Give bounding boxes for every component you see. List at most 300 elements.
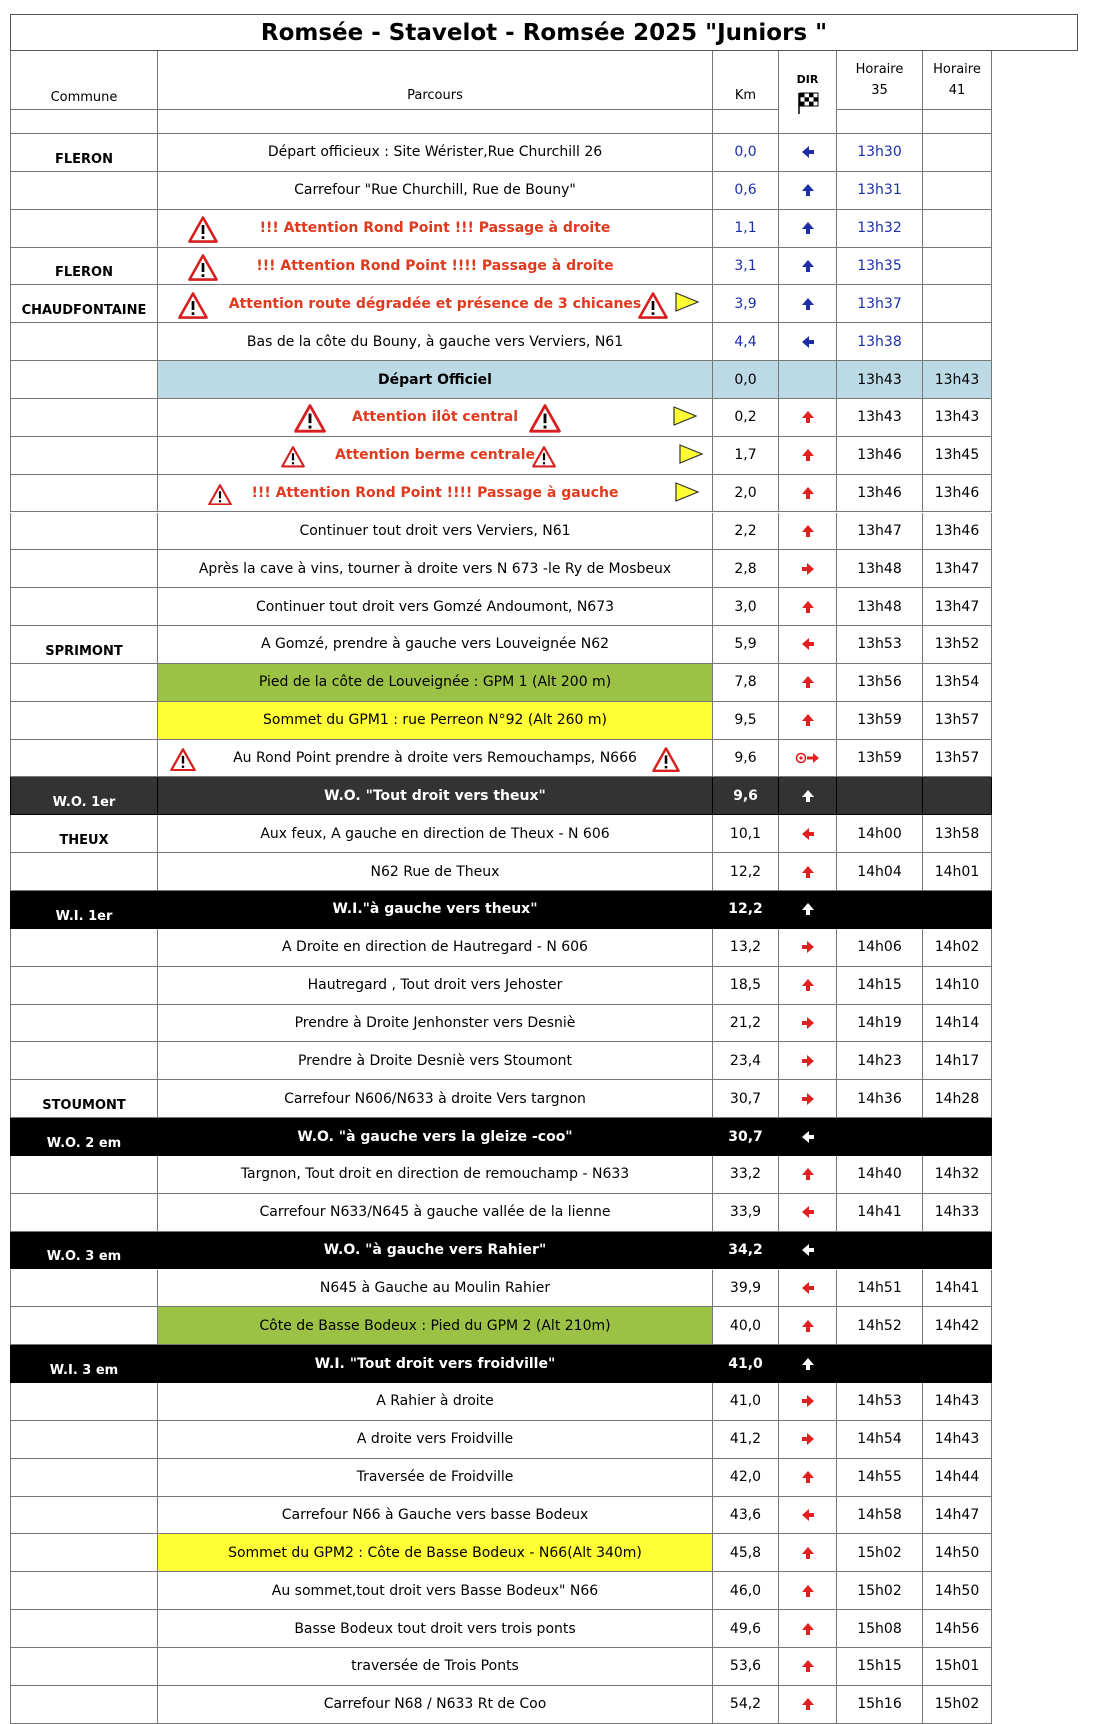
parcours-cell: Départ officieux : Site Wérister,Rue Churchill 26 [158, 134, 713, 172]
parcours-cell: N62 Rue de Theux [158, 853, 713, 891]
time-41-cell: 14h50 [923, 1534, 992, 1572]
time-35-cell: 14h23 [837, 1042, 923, 1080]
time-41-cell: 14h43 [923, 1421, 992, 1459]
parcours-cell: traversée de Trois Ponts [158, 1648, 713, 1686]
dir-cell [779, 1497, 837, 1535]
parcours-cell: A Droite en direction de Hautregard - N 606 [158, 929, 713, 967]
time-41-cell: 13h47 [923, 588, 992, 626]
arrow-up-icon [801, 1622, 815, 1636]
header-horaire-35-value: 35 [871, 83, 888, 98]
warning-triangle-icon [532, 446, 556, 472]
commune-cell [10, 399, 158, 437]
km-cell: 0,2 [713, 399, 779, 437]
time-35-cell: 13h35 [837, 248, 923, 286]
commune-cell [10, 967, 158, 1005]
commune-cell: W.O. 2 em [10, 1118, 158, 1156]
parcours-cell: Après la cave à vins, tourner à droite vers N 673 -le Ry de Mosbeux [158, 550, 713, 588]
parcours-cell: Continuer tout droit vers Verviers, N61 [158, 513, 713, 551]
commune-cell [10, 929, 158, 967]
arrow-left-icon [801, 1205, 815, 1219]
time-35-cell: 14h36 [837, 1080, 923, 1118]
time-35-cell: 15h02 [837, 1534, 923, 1572]
time-41-cell: 15h02 [923, 1686, 992, 1724]
km-cell: 18,5 [713, 967, 779, 1005]
time-41-cell: 13h45 [923, 437, 992, 475]
dir-cell [779, 777, 837, 815]
time-41-cell: 14h44 [923, 1459, 992, 1497]
arrow-up-icon [801, 978, 815, 992]
commune-cell: SPRIMONT [10, 626, 158, 664]
dir-cell [779, 853, 837, 891]
arrow-left-icon [801, 145, 815, 159]
time-41-cell: 13h43 [923, 399, 992, 437]
time-41-cell: 14h01 [923, 853, 992, 891]
warning-triangle-icon [170, 748, 196, 775]
time-35-cell [837, 1345, 923, 1383]
km-cell: 49,6 [713, 1610, 779, 1648]
time-41-cell: 14h56 [923, 1610, 992, 1648]
km-cell: 9,6 [713, 777, 779, 815]
time-35-cell [837, 1232, 923, 1270]
time-35-cell: 14h54 [837, 1421, 923, 1459]
km-cell: 46,0 [713, 1572, 779, 1610]
parcours-cell: Au sommet,tout droit vers Basse Bodeux" N66 [158, 1572, 713, 1610]
parcours-cell: !!! Attention Rond Point !!! Passage à droite [158, 210, 713, 248]
commune-cell [10, 1307, 158, 1345]
dir-cell [779, 1156, 837, 1194]
arrow-left-icon [801, 637, 815, 651]
header-horaire-41-value: 41 [948, 83, 966, 98]
commune-cell [10, 323, 158, 361]
header-parcours: Parcours [158, 51, 713, 110]
parcours-cell: Prendre à Droite Desniè vers Stoumont [158, 1042, 713, 1080]
time-35-cell: 15h16 [837, 1686, 923, 1724]
commune-cell [10, 513, 158, 551]
page-title: Romsée - Stavelot - Romsée 2025 "Juniors " [10, 14, 1078, 51]
header-horaire-label: Horaire [855, 62, 904, 77]
time-41-cell: 14h28 [923, 1080, 992, 1118]
arrow-left-icon [801, 1281, 815, 1295]
arrow-right-icon [801, 1016, 815, 1030]
commune-cell: CHAUDFONTAINE [10, 285, 158, 323]
dir-cell [779, 1118, 837, 1156]
parcours-cell: Aux feux, A gauche en direction de Theux - N 606 [158, 815, 713, 853]
warning-triangle-icon [638, 292, 668, 323]
dir-cell [779, 323, 837, 361]
km-cell: 3,9 [713, 285, 779, 323]
arrow-up-icon [801, 713, 815, 727]
commune-cell [10, 1156, 158, 1194]
parcours-cell: Attention berme centrale [158, 437, 713, 475]
dir-cell [779, 1686, 837, 1724]
commune-cell [10, 1534, 158, 1572]
time-41-cell: 14h47 [923, 1497, 992, 1535]
commune-cell [10, 361, 158, 399]
parcours-cell: !!! Attention Rond Point !!!! Passage à droite [158, 248, 713, 286]
dir-cell [779, 626, 837, 664]
parcours-cell: W.O. "Tout droit vers theux" [158, 777, 713, 815]
warning-triangle-icon [208, 484, 232, 510]
time-41-cell: 13h52 [923, 626, 992, 664]
dir-cell [779, 172, 837, 210]
time-35-cell: 13h48 [837, 588, 923, 626]
commune-cell [10, 588, 158, 626]
time-35-cell: 13h38 [837, 323, 923, 361]
time-35-cell [837, 777, 923, 815]
time-35-cell: 13h32 [837, 210, 923, 248]
time-35-cell: 14h19 [837, 1005, 923, 1043]
yellow-flag-icon [674, 482, 700, 506]
commune-cell [10, 1497, 158, 1535]
commune-cell [10, 1421, 158, 1459]
km-cell: 54,2 [713, 1686, 779, 1724]
km-cell: 10,1 [713, 815, 779, 853]
yellow-flag-icon [674, 292, 700, 316]
km-cell: 13,2 [713, 929, 779, 967]
parcours-cell: Attention ilôt central [158, 399, 713, 437]
time-35-cell: 14h15 [837, 967, 923, 1005]
km-cell: 1,1 [713, 210, 779, 248]
arrow-right-icon [801, 1394, 815, 1408]
parcours-cell: A droite vers Froidville [158, 1421, 713, 1459]
dir-cell [779, 550, 837, 588]
dir-cell [779, 248, 837, 286]
time-35-cell: 13h59 [837, 702, 923, 740]
time-35-cell: 14h53 [837, 1383, 923, 1421]
time-35-cell: 15h15 [837, 1648, 923, 1686]
dir-cell [779, 967, 837, 1005]
arrow-right-icon [801, 940, 815, 954]
dir-cell [779, 891, 837, 929]
time-41-cell: 14h41 [923, 1270, 992, 1308]
commune-cell [10, 1042, 158, 1080]
time-35-cell: 14h58 [837, 1497, 923, 1535]
km-cell: 0,0 [713, 134, 779, 172]
km-cell: 7,8 [713, 664, 779, 702]
km-cell: 0,0 [713, 361, 779, 399]
arrow-up-icon [801, 1584, 815, 1598]
time-41-cell [923, 1118, 992, 1156]
arrow-right-icon [801, 1054, 815, 1068]
arrow-right-icon [801, 562, 815, 576]
time-41-cell: 14h17 [923, 1042, 992, 1080]
parcours-cell: Carrefour N68 / N633 Rt de Coo [158, 1686, 713, 1724]
km-cell: 30,7 [713, 1118, 779, 1156]
dir-cell [779, 1610, 837, 1648]
time-35-cell: 14h00 [837, 815, 923, 853]
warning-triangle-icon [294, 404, 326, 437]
time-35-cell: 13h31 [837, 172, 923, 210]
parcours-cell: Au Rond Point prendre à droite vers Remouchamps, N666 [158, 740, 713, 778]
km-cell: 30,7 [713, 1080, 779, 1118]
dir-cell [779, 1232, 837, 1270]
header-horaire-label: Horaire [933, 62, 981, 77]
commune-cell [10, 1005, 158, 1043]
commune-cell [10, 853, 158, 891]
commune-cell: W.I. 1er [10, 891, 158, 929]
spacer-commune [10, 110, 158, 134]
time-35-cell: 13h43 [837, 361, 923, 399]
commune-cell: FLERON [10, 134, 158, 172]
time-35-cell: 13h53 [837, 626, 923, 664]
commune-cell [10, 740, 158, 778]
arrow-up-icon [801, 221, 815, 235]
commune-cell [10, 437, 158, 475]
parcours-cell: Sommet du GPM1 : rue Perreon N°92 (Alt 260 m) [158, 702, 713, 740]
commune-cell [10, 210, 158, 248]
dir-cell [779, 588, 837, 626]
time-41-cell: 14h43 [923, 1383, 992, 1421]
commune-cell: THEUX [10, 815, 158, 853]
parcours-cell: Côte de Basse Bodeux : Pied du GPM 2 (Alt 210m) [158, 1307, 713, 1345]
time-41-cell [923, 210, 992, 248]
arrow-right-icon [801, 1432, 815, 1446]
parcours-cell: !!! Attention Rond Point !!!! Passage à gauche [158, 475, 713, 513]
warning-triangle-icon [529, 404, 561, 437]
roadbook-sheet [10, 14, 1078, 1713]
arrow-up-icon [801, 1697, 815, 1711]
arrow-up-icon [801, 1319, 815, 1333]
commune-cell [10, 1194, 158, 1232]
spacer-parcours [158, 110, 713, 134]
km-cell: 33,2 [713, 1156, 779, 1194]
time-35-cell: 13h48 [837, 550, 923, 588]
time-41-cell: 13h54 [923, 664, 992, 702]
time-41-cell: 13h57 [923, 702, 992, 740]
time-35-cell: 14h51 [837, 1270, 923, 1308]
arrow-up-icon [801, 675, 815, 689]
time-41-cell: 13h47 [923, 550, 992, 588]
time-35-cell [837, 1118, 923, 1156]
time-35-cell [837, 891, 923, 929]
time-35-cell: 15h02 [837, 1572, 923, 1610]
header-commune: Commune [10, 51, 158, 110]
arrow-up-icon [801, 524, 815, 538]
time-35-cell: 14h55 [837, 1459, 923, 1497]
parcours-cell: W.O. "à gauche vers la gleize -coo" [158, 1118, 713, 1156]
parcours-cell: Hautregard , Tout droit vers Jehoster [158, 967, 713, 1005]
arrow-up-icon [801, 789, 815, 803]
arrow-up-icon [801, 486, 815, 500]
time-41-cell: 14h10 [923, 967, 992, 1005]
commune-cell [10, 550, 158, 588]
time-41-cell: 13h46 [923, 513, 992, 551]
dir-cell [779, 210, 837, 248]
time-41-cell: 13h57 [923, 740, 992, 778]
km-cell: 23,4 [713, 1042, 779, 1080]
dir-cell [779, 1080, 837, 1118]
dir-cell [779, 1307, 837, 1345]
km-cell: 21,2 [713, 1005, 779, 1043]
time-41-cell [923, 248, 992, 286]
arrow-up-icon [801, 448, 815, 462]
km-cell: 40,0 [713, 1307, 779, 1345]
parcours-cell: Attention route dégradée et présence de 3 chicanes [158, 285, 713, 323]
arrow-up-icon [801, 865, 815, 879]
arrow-up-icon [801, 1357, 815, 1371]
parcours-cell: W.I. "Tout droit vers froidville" [158, 1345, 713, 1383]
km-cell: 12,2 [713, 853, 779, 891]
arrow-left-icon [801, 827, 815, 841]
km-cell: 39,9 [713, 1270, 779, 1308]
dir-cell [779, 740, 837, 778]
header-dir [779, 51, 837, 134]
km-cell: 53,6 [713, 1648, 779, 1686]
time-35-cell: 13h37 [837, 285, 923, 323]
time-35-cell: 14h40 [837, 1156, 923, 1194]
warning-triangle-icon [178, 292, 208, 323]
time-35-cell: 15h08 [837, 1610, 923, 1648]
time-35-cell: 13h46 [837, 437, 923, 475]
dir-cell [779, 664, 837, 702]
time-35-cell: 14h41 [837, 1194, 923, 1232]
arrow-left-icon [801, 335, 815, 349]
parcours-cell: N645 à Gauche au Moulin Rahier [158, 1270, 713, 1308]
time-41-cell: 14h32 [923, 1156, 992, 1194]
arrow-left-icon [801, 1130, 815, 1144]
dir-cell [779, 1648, 837, 1686]
dir-cell [779, 815, 837, 853]
dir-cell [779, 1270, 837, 1308]
parcours-cell: W.O. "à gauche vers Rahier" [158, 1232, 713, 1270]
dir-cell [779, 1534, 837, 1572]
dir-cell [779, 1383, 837, 1421]
time-41-cell [923, 891, 992, 929]
header-km: Km [713, 51, 779, 110]
arrow-left-icon [801, 1508, 815, 1522]
parcours-cell: Départ Officiel [158, 361, 713, 399]
time-35-cell: 13h47 [837, 513, 923, 551]
time-35-cell: 13h59 [837, 740, 923, 778]
time-41-cell: 13h46 [923, 475, 992, 513]
commune-cell: STOUMONT [10, 1080, 158, 1118]
dir-cell [779, 475, 837, 513]
parcours-cell: Sommet du GPM2 : Côte de Basse Bodeux - N66(Alt 340m) [158, 1534, 713, 1572]
commune-cell: W.I. 3 em [10, 1345, 158, 1383]
time-35-cell: 13h30 [837, 134, 923, 172]
parcours-cell: Targnon, Tout droit en direction de remouchamp - N633 [158, 1156, 713, 1194]
time-41-cell: 15h01 [923, 1648, 992, 1686]
warning-triangle-icon [652, 747, 680, 776]
time-41-cell: 14h02 [923, 929, 992, 967]
dir-cell [779, 702, 837, 740]
warning-triangle-icon [281, 446, 305, 472]
time-35-cell: 14h06 [837, 929, 923, 967]
spacer-km [713, 110, 779, 134]
commune-cell [10, 664, 158, 702]
commune-cell [10, 1572, 158, 1610]
parcours-cell: A Gomzé, prendre à gauche vers Louveignée N62 [158, 626, 713, 664]
dir-cell [779, 1005, 837, 1043]
time-41-cell: 14h42 [923, 1307, 992, 1345]
arrow-up-icon [801, 297, 815, 311]
km-cell: 3,0 [713, 588, 779, 626]
time-41-cell [923, 285, 992, 323]
commune-cell [10, 1686, 158, 1724]
km-cell: 3,1 [713, 248, 779, 286]
time-35-cell: 14h52 [837, 1307, 923, 1345]
time-41-cell: 13h58 [923, 815, 992, 853]
commune-cell [10, 1648, 158, 1686]
dir-cell [779, 437, 837, 475]
warning-triangle-icon [188, 216, 218, 247]
arrow-up-icon [801, 410, 815, 424]
dir-cell [779, 285, 837, 323]
dir-cell [779, 1421, 837, 1459]
time-41-cell [923, 1232, 992, 1270]
km-cell: 2,8 [713, 550, 779, 588]
km-cell: 43,6 [713, 1497, 779, 1535]
commune-cell: W.O. 1er [10, 777, 158, 815]
dir-cell [779, 361, 837, 399]
km-cell: 33,9 [713, 1194, 779, 1232]
arrow-up-icon [801, 259, 815, 273]
parcours-cell: Prendre à Droite Jenhonster vers Desniè [158, 1005, 713, 1043]
time-41-cell [923, 777, 992, 815]
arrow-roundabout-right-icon [795, 751, 821, 765]
arrow-up-icon [801, 1167, 815, 1181]
parcours-cell: Basse Bodeux tout droit vers trois ponts [158, 1610, 713, 1648]
time-41-cell: 14h14 [923, 1005, 992, 1043]
commune-cell [10, 702, 158, 740]
checkered-flag-icon [795, 90, 821, 116]
km-cell: 45,8 [713, 1534, 779, 1572]
dir-cell [779, 929, 837, 967]
km-cell: 41,0 [713, 1383, 779, 1421]
dir-cell [779, 399, 837, 437]
arrow-up-icon [801, 600, 815, 614]
time-35-cell: 13h43 [837, 399, 923, 437]
arrow-right-icon [801, 1092, 815, 1106]
arrow-up-icon [801, 1546, 815, 1560]
commune-cell [10, 172, 158, 210]
time-41-cell [923, 134, 992, 172]
dir-cell [779, 1572, 837, 1610]
time-41-cell: 14h50 [923, 1572, 992, 1610]
arrow-up-icon [801, 1659, 815, 1673]
km-cell: 34,2 [713, 1232, 779, 1270]
commune-cell [10, 1459, 158, 1497]
commune-cell [10, 1610, 158, 1648]
commune-cell [10, 1270, 158, 1308]
header-horaire-41 [923, 51, 992, 110]
dir-cell [779, 134, 837, 172]
parcours-cell: Continuer tout droit vers Gomzé Andoumont, N673 [158, 588, 713, 626]
time-35-cell: 13h56 [837, 664, 923, 702]
km-cell: 1,7 [713, 437, 779, 475]
parcours-cell: W.I."à gauche vers theux" [158, 891, 713, 929]
arrow-up-icon [801, 902, 815, 916]
km-cell: 9,6 [713, 740, 779, 778]
time-41-cell [923, 1345, 992, 1383]
commune-cell: W.O. 3 em [10, 1232, 158, 1270]
km-cell: 5,9 [713, 626, 779, 664]
time-41-cell: 13h43 [923, 361, 992, 399]
km-cell: 4,4 [713, 323, 779, 361]
arrow-up-icon [801, 183, 815, 197]
warning-triangle-icon [188, 254, 218, 285]
header-dir-label: DIR [796, 73, 819, 86]
km-cell: 12,2 [713, 891, 779, 929]
dir-cell [779, 513, 837, 551]
commune-cell [10, 1383, 158, 1421]
header-horaire-35 [837, 51, 923, 110]
arrow-up-icon [801, 1470, 815, 1484]
yellow-flag-icon [672, 406, 698, 430]
time-35-cell: 14h04 [837, 853, 923, 891]
parcours-cell: A Rahier à droite [158, 1383, 713, 1421]
parcours-cell: Carrefour N606/N633 à droite Vers targnon [158, 1080, 713, 1118]
